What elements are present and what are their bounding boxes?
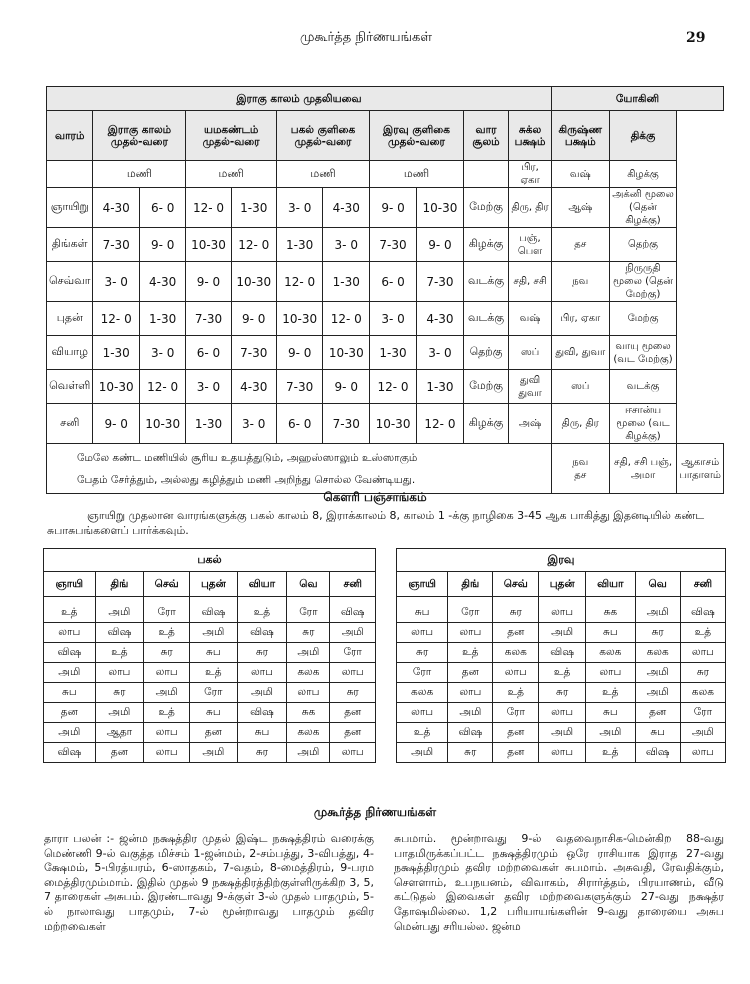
direction-cell: நிருருதி மூலை (தென் மேற்கு) — [609, 262, 677, 302]
soolam-cell: வடக்கு — [463, 302, 508, 336]
gowri-cell: லாப — [330, 743, 376, 763]
gowri-cell: சுப — [397, 597, 448, 623]
rahu-row — [47, 336, 724, 370]
gowri-cell: சுர — [493, 597, 539, 623]
page-header — [0, 30, 750, 50]
yama-to: 4-30 — [231, 370, 276, 404]
night-caption: இரவு — [397, 549, 726, 572]
gowri-cell: சுர — [397, 643, 448, 663]
gowri-cell: கலக — [680, 683, 725, 703]
gowri-cell: அமி — [635, 597, 680, 623]
weekday-header: வியா — [586, 572, 635, 597]
gowri-cell: சுப — [237, 723, 287, 743]
col-yama: யமகண்டம் முதல்-வரை — [186, 111, 277, 161]
gowri-cell: தன — [448, 663, 493, 683]
gowri-cell: லாப — [680, 743, 725, 763]
gowri-cell: லாப — [448, 683, 493, 703]
gowri-cell: சுர — [330, 683, 376, 703]
gulika-day-to: 12- 0 — [323, 302, 370, 336]
gowri-cell: லாப — [539, 703, 586, 723]
direction-cell: மேற்கு — [609, 302, 677, 336]
soolam-cell: மேற்கு — [463, 370, 508, 404]
day-cell: புதன் — [47, 302, 93, 336]
gowri-cell: அமி — [44, 723, 96, 743]
soolam-cell: வடக்கு — [463, 262, 508, 302]
gowri-cell: விஷ — [44, 643, 96, 663]
yama-from: 3- 0 — [186, 370, 231, 404]
gowri-cell: தன — [44, 703, 96, 723]
gowri-cell: அமி — [287, 643, 330, 663]
krishna-cell: வஷ் — [551, 161, 609, 188]
gowri-cell: லாப — [144, 743, 190, 763]
gowri-cell: கலக — [397, 683, 448, 703]
yama-from: 6- 0 — [186, 336, 231, 370]
weekday-header: ஞாயி — [397, 572, 448, 597]
gowri-cell: ரோ — [330, 643, 376, 663]
gowri-cell: உத் — [144, 703, 190, 723]
col-day: வாரம் — [47, 111, 93, 161]
yogini-title: யோகினி — [551, 87, 723, 111]
gulika-night-to: 1-30 — [416, 370, 463, 404]
rahu-to: 1-30 — [139, 302, 185, 336]
note-line1: மேலே கண்ட மணியில் சூரிய உதயத்துடும், அஹஸ்ஸாலும் உஸ்ஸாகும் — [77, 451, 418, 464]
rahu-to: 6- 0 — [139, 188, 185, 228]
gowri-cell: அமி — [448, 703, 493, 723]
gowri-cell: லாப — [144, 663, 190, 683]
rahu-from: 12- 0 — [93, 302, 139, 336]
weekday-header: சனி — [680, 572, 725, 597]
gowri-cell: கலக — [635, 643, 680, 663]
gowri-cell: சுக — [287, 703, 330, 723]
rahu-from: 7-30 — [93, 228, 139, 262]
weekday-header: புதன் — [190, 572, 237, 597]
gowri-cell: ரோ — [397, 663, 448, 683]
soolam-cell: கிழக்கு — [463, 404, 508, 444]
sukla-cell: பிர, ஏகா — [509, 161, 552, 188]
weekday-header: ஞாயி — [44, 572, 96, 597]
gulika-day-from: 6- 0 — [276, 404, 323, 444]
gulika-day-to: 1-30 — [323, 262, 370, 302]
gowri-cell: லாப — [95, 663, 144, 683]
gowri-cell: ரோ — [448, 597, 493, 623]
weekday-header: செவ் — [493, 572, 539, 597]
section-title: முகூர்த்த நிர்ணயங்கள் — [313, 805, 437, 819]
gowri-cell: லாப — [330, 663, 376, 683]
gowri-cell: சுர — [287, 623, 330, 643]
gulika-night-from: 12- 0 — [370, 370, 417, 404]
gowri-cell: உத் — [397, 723, 448, 743]
gulika-night-from: 3- 0 — [370, 302, 417, 336]
col-soolam: வார சூலம் — [463, 111, 508, 161]
col-sukla: சுக்ல பக்ஷம் — [509, 111, 552, 161]
gowri-cell: அமி — [44, 663, 96, 683]
mani-label: மணி — [276, 161, 369, 188]
day-cell: ஞாயிறு — [47, 188, 93, 228]
gowri-cell: அமி — [635, 663, 680, 683]
gulika-day-from: 10-30 — [276, 302, 323, 336]
gowri-cell: சுப — [44, 683, 96, 703]
gowri-cell: லாப — [44, 623, 96, 643]
yama-from: 1-30 — [186, 404, 231, 444]
gulika-day-from: 9- 0 — [276, 336, 323, 370]
krishna-cell: ஆஷ் — [551, 188, 609, 228]
gowri-cell: சுக — [586, 597, 635, 623]
gowri-cell: சுப — [586, 623, 635, 643]
gowri-cell: அமி — [287, 743, 330, 763]
gowri-cell: சுர — [448, 743, 493, 763]
yama-to: 7-30 — [231, 336, 276, 370]
day-cell: திங்கள் — [47, 228, 93, 262]
gowri-row — [44, 683, 376, 703]
rahu-from: 3- 0 — [93, 262, 139, 302]
gowri-cell: சுர — [237, 743, 287, 763]
gowri-cell: விஷ — [237, 703, 287, 723]
gulika-night-from: 7-30 — [370, 228, 417, 262]
gowri-cell: தன — [635, 703, 680, 723]
gowri-cell: லாப — [586, 663, 635, 683]
rahu-to: 4-30 — [139, 262, 185, 302]
gowri-cell: சுர — [680, 663, 725, 683]
yama-to: 1-30 — [231, 188, 276, 228]
direction-cell: கிழக்கு — [609, 161, 677, 188]
col-gulika-night: இரவு குளிகை முதல்-வரை — [370, 111, 464, 161]
rahu-row — [47, 370, 724, 404]
soolam-cell: மேற்கு — [463, 188, 508, 228]
rahu-from: 1-30 — [93, 336, 139, 370]
direction-cell: அக்னி மூலை (தென் கிழக்கு) — [609, 188, 677, 228]
weekday-header: புதன் — [539, 572, 586, 597]
gowri-cell: விஷ — [448, 723, 493, 743]
rahu-kalam-table — [46, 86, 724, 494]
gowri-cell: சுப — [190, 643, 237, 663]
gowri-cell: உத் — [144, 623, 190, 643]
day-cell: சனி — [47, 404, 93, 444]
gowri-row — [397, 643, 726, 663]
weekday-header: வியா — [237, 572, 287, 597]
direction-cell: வடக்கு — [609, 370, 677, 404]
krishna-cell: தச — [551, 228, 609, 262]
gowri-row — [44, 663, 376, 683]
gowri-cell: அமி — [539, 723, 586, 743]
gowri-cell: கலக — [287, 723, 330, 743]
gowri-cell: அமி — [95, 703, 144, 723]
gowri-cell: சுப — [586, 703, 635, 723]
note — [47, 444, 552, 494]
gowri-cell: விஷ — [190, 597, 237, 623]
yama-from: 7-30 — [186, 302, 231, 336]
gulika-night-to: 7-30 — [416, 262, 463, 302]
rahu-row — [47, 188, 724, 228]
gowri-cell: அமி — [635, 683, 680, 703]
gulika-night-to: 12- 0 — [416, 404, 463, 444]
gowri-cell: தன — [95, 743, 144, 763]
gulika-night-from: 1-30 — [370, 336, 417, 370]
krishna-cell: சதி, சசி பஞ், அமா — [609, 444, 677, 494]
gowri-cell: கலக — [586, 643, 635, 663]
gowri-cell: விஷ — [44, 743, 96, 763]
gowri-cell: தன — [330, 723, 376, 743]
gulika-day-from: 3- 0 — [276, 188, 323, 228]
gowri-cell: லாப — [493, 663, 539, 683]
gowri-row — [44, 723, 376, 743]
sukla-cell: பஞ், பௌ — [509, 228, 552, 262]
gowri-cell: தன — [493, 623, 539, 643]
rahu-from: 4-30 — [93, 188, 139, 228]
day-cell: வியாழ — [47, 336, 93, 370]
gowri-cell: லாப — [287, 683, 330, 703]
gowri-row — [397, 683, 726, 703]
rahu-to: 10-30 — [139, 404, 185, 444]
rahu-from: 10-30 — [93, 370, 139, 404]
gulika-day-from: 7-30 — [276, 370, 323, 404]
body-right: சுபமாம். மூன்றாவது 9-ல் வதவைநாசிக-மென்கிற 88-வது பாதமிருக்கப்பட்ட நக்ஷத்திரமும் ஒரே ராசியாக இராத 27-வது நக்ஷத்திரமும் தவிர மற்றவைகள் சுபமாம். அசுவதி, ரேவதிக்கும், சௌளாம், உபநயனம், விவாகம், சிரார்த்தம், பிரயாணம், வீடு கட்டுதல் இவைகள் தவிர மற்றவைகளுக்கும் 27-வது நக்ஷத்ர தோஷமில்லை. 1,2 பரியாயங்களின் 9-வது தாரையை அசுப மென்பது சரியல்ல. ஜன்ம — [394, 832, 724, 933]
gowri-title: கௌரி பஞ்சாங்கம் — [323, 490, 427, 504]
soolam-cell: தெற்கு — [463, 336, 508, 370]
yama-to: 10-30 — [231, 262, 276, 302]
gulika-day-to: 10-30 — [323, 336, 370, 370]
weekday-header: செவ் — [144, 572, 190, 597]
gowri-cell: விஷ — [237, 623, 287, 643]
rahu-to: 12- 0 — [139, 370, 185, 404]
gowri-cell: சுப — [635, 723, 680, 743]
gulika-night-from: 10-30 — [370, 404, 417, 444]
rahu-to: 9- 0 — [139, 228, 185, 262]
gowri-cell: கலக — [493, 643, 539, 663]
direction-cell: ஆகாசம் பாதாளம் — [677, 444, 724, 494]
gowri-cell: லாப — [397, 703, 448, 723]
gowri-cell: உத் — [44, 597, 96, 623]
day-cell: செவ்வா — [47, 262, 93, 302]
gowri-cell: அமி — [95, 597, 144, 623]
gowri-row — [44, 703, 376, 723]
gowri-cell: அமி — [586, 723, 635, 743]
note-line2: பேதம் சேர்த்தும், அல்லது கழித்தும் மணி அறிந்து சொல்ல வேண்டியது. — [77, 473, 416, 486]
soolam-cell: கிழக்கு — [463, 228, 508, 262]
gowri-cell: ரோ — [144, 597, 190, 623]
rahu-row — [47, 302, 724, 336]
sukla-cell: திரு, திர — [509, 188, 552, 228]
krishna-cell: நவ — [551, 262, 609, 302]
gowri-cell: உத் — [586, 743, 635, 763]
gowri-row — [44, 643, 376, 663]
gowri-cell: சுப — [190, 703, 237, 723]
day-cell: வெள்ளி — [47, 370, 93, 404]
gowri-cell: லாப — [144, 723, 190, 743]
gowri-cell: ரோ — [287, 597, 330, 623]
gowri-cell: சுர — [539, 683, 586, 703]
gowri-cell: அமி — [539, 623, 586, 643]
gowri-cell: லாப — [397, 623, 448, 643]
gulika-night-to: 3- 0 — [416, 336, 463, 370]
gowri-day-table — [43, 548, 376, 763]
rahu-title: இராகு காலம் முதலியவை — [47, 87, 552, 111]
gowri-row — [397, 743, 726, 763]
gowri-cell: உத் — [237, 597, 287, 623]
gowri-intro: ஞாயிறு முதலான வாரங்களுக்கு பகல் காலம் 8, இராக்காலம் 8, காலம் 1 -க்கு நாழிகை 3-45 ஆக பாகித்து இதனடியில் கண்ட சுபாசுபங்களைப் பார்க்கவும். — [47, 509, 705, 537]
gowri-cell: உத் — [586, 683, 635, 703]
gowri-cell: தன — [493, 743, 539, 763]
gulika-day-to: 3- 0 — [323, 228, 370, 262]
gulika-day-to: 4-30 — [323, 188, 370, 228]
gowri-cell: ரோ — [680, 703, 725, 723]
krishna-cell: துவி, துவா — [551, 336, 609, 370]
yama-to: 9- 0 — [231, 302, 276, 336]
gowri-cell: அமி — [330, 623, 376, 643]
gowri-cell: கலக — [287, 663, 330, 683]
col-rahu: இராகு காலம் முதல்-வரை — [93, 111, 186, 161]
gulika-night-to: 4-30 — [416, 302, 463, 336]
sukla-cell: சதி, சசி — [509, 262, 552, 302]
sukla-cell: நவ தச — [551, 444, 609, 494]
col-gulika-day: பகல் குளிகை முதல்-வரை — [276, 111, 369, 161]
direction-cell: ஈசான்ய மூலை (வட கிழக்கு) — [609, 404, 677, 444]
gulika-day-to: 9- 0 — [323, 370, 370, 404]
day-caption: பகல் — [44, 549, 376, 572]
sukla-cell: வஷ் — [509, 302, 552, 336]
gowri-cell: விஷ — [330, 597, 376, 623]
gowri-cell: அமி — [144, 683, 190, 703]
sukla-cell: துவி துவா — [509, 370, 552, 404]
gowri-row — [44, 597, 376, 623]
col-direction: திக்கு — [609, 111, 677, 161]
gowri-cell: தன — [330, 703, 376, 723]
gowri-cell: விஷ — [539, 643, 586, 663]
gowri-row — [397, 703, 726, 723]
sukla-cell: அஷ் — [509, 404, 552, 444]
weekday-header: வெ — [287, 572, 330, 597]
weekday-header: சனி — [330, 572, 376, 597]
weekday-header: திங் — [95, 572, 144, 597]
gulika-night-from: 6- 0 — [370, 262, 417, 302]
gowri-cell: அமி — [190, 743, 237, 763]
gowri-cell: தன — [493, 723, 539, 743]
weekday-header: வெ — [635, 572, 680, 597]
rahu-from: 9- 0 — [93, 404, 139, 444]
gowri-cell: லாப — [448, 623, 493, 643]
mani-label: மணி — [370, 161, 464, 188]
gowri-cell: அமி — [680, 723, 725, 743]
yama-to: 3- 0 — [231, 404, 276, 444]
running-title: முகூர்த்த நிர்ணயங்கள் — [300, 30, 433, 45]
yama-from: 12- 0 — [186, 188, 231, 228]
gowri-row — [44, 743, 376, 763]
gulika-night-from: 9- 0 — [370, 188, 417, 228]
gowri-cell: விஷ — [680, 597, 725, 623]
rahu-row — [47, 262, 724, 302]
gowri-cell: சுர — [635, 623, 680, 643]
gowri-cell: உத் — [190, 663, 237, 683]
gowri-cell: ரோ — [190, 683, 237, 703]
gulika-day-from: 1-30 — [276, 228, 323, 262]
direction-cell: தெற்கு — [609, 228, 677, 262]
page-number: 29 — [686, 30, 706, 46]
gowri-cell: தன — [190, 723, 237, 743]
gowri-cell: அமி — [237, 683, 287, 703]
gowri-cell: உத் — [95, 643, 144, 663]
krishna-cell: திரு, திர — [551, 404, 609, 444]
rahu-to: 3- 0 — [139, 336, 185, 370]
gowri-cell: உத் — [539, 663, 586, 683]
col-krishna: கிருஷ்ண பக்ஷம் — [551, 111, 609, 161]
yama-to: 12- 0 — [231, 228, 276, 262]
gowri-cell: லாப — [539, 743, 586, 763]
gowri-cell: அமி — [397, 743, 448, 763]
gowri-cell: லாப — [680, 643, 725, 663]
mani-label: மணி — [186, 161, 277, 188]
yama-from: 9- 0 — [186, 262, 231, 302]
gowri-cell: சுர — [144, 643, 190, 663]
gowri-night-table — [396, 548, 726, 763]
krishna-cell: பிர, ஏகா — [551, 302, 609, 336]
mani-label: மணி — [93, 161, 186, 188]
gowri-row — [397, 597, 726, 623]
gowri-cell: லாப — [237, 663, 287, 683]
yama-from: 10-30 — [186, 228, 231, 262]
body-left: தாரா பலன் :- ஜன்ம நக்ஷத்திர முதல் இஷ்ட நக்ஷத்திரம் வரைக்கு மெண்ணி 9-ல் வகுத்த மிச்சம் 1-ஜன்மம், 2-சம்பத்து, 3-விபத்து, 4-க்ஷேமம், 5-பிரத்யரம், 6-ஸாதகம், 7-வதம், 8-மைத்திரம், 9-பரம மைத்திரமும்மாம். இதில் முதல் 9 நக்ஷத்திரத்திற்குள்ளிருக்கிற 3, 5, 7 தாரைகள் அசுபம். இரண்டாவது 9-க்குள் 3-ல் முதல் பாதமும், 5-ல் நாலாவது பாதமும், 7-ல் மூன்றாவது பாதமும் தவிர மற்றவைகள் — [44, 832, 374, 933]
gowri-cell: அமி — [190, 623, 237, 643]
gowri-row — [397, 623, 726, 643]
gowri-cell: சுர — [237, 643, 287, 663]
weekday-header: திங் — [448, 572, 493, 597]
rahu-row — [47, 404, 724, 444]
gulika-day-from: 12- 0 — [276, 262, 323, 302]
gowri-cell: உத் — [680, 623, 725, 643]
gowri-row — [44, 623, 376, 643]
direction-cell: வாயு மூலை (வட மேற்கு) — [609, 336, 677, 370]
gowri-cell: ரோ — [493, 703, 539, 723]
gowri-cell: சுர — [95, 683, 144, 703]
gowri-cell: உத் — [493, 683, 539, 703]
gowri-cell: லாப — [539, 597, 586, 623]
gowri-cell: விஷ — [635, 743, 680, 763]
gulika-night-to: 9- 0 — [416, 228, 463, 262]
gowri-cell: விஷ — [95, 623, 144, 643]
gulika-day-to: 7-30 — [323, 404, 370, 444]
gowri-row — [397, 663, 726, 683]
gulika-night-to: 10-30 — [416, 188, 463, 228]
gowri-row — [397, 723, 726, 743]
gowri-cell: ஆதா — [95, 723, 144, 743]
sukla-cell: ஸப் — [509, 336, 552, 370]
gowri-cell: உத் — [448, 643, 493, 663]
rahu-row — [47, 228, 724, 262]
krishna-cell: ஸப் — [551, 370, 609, 404]
